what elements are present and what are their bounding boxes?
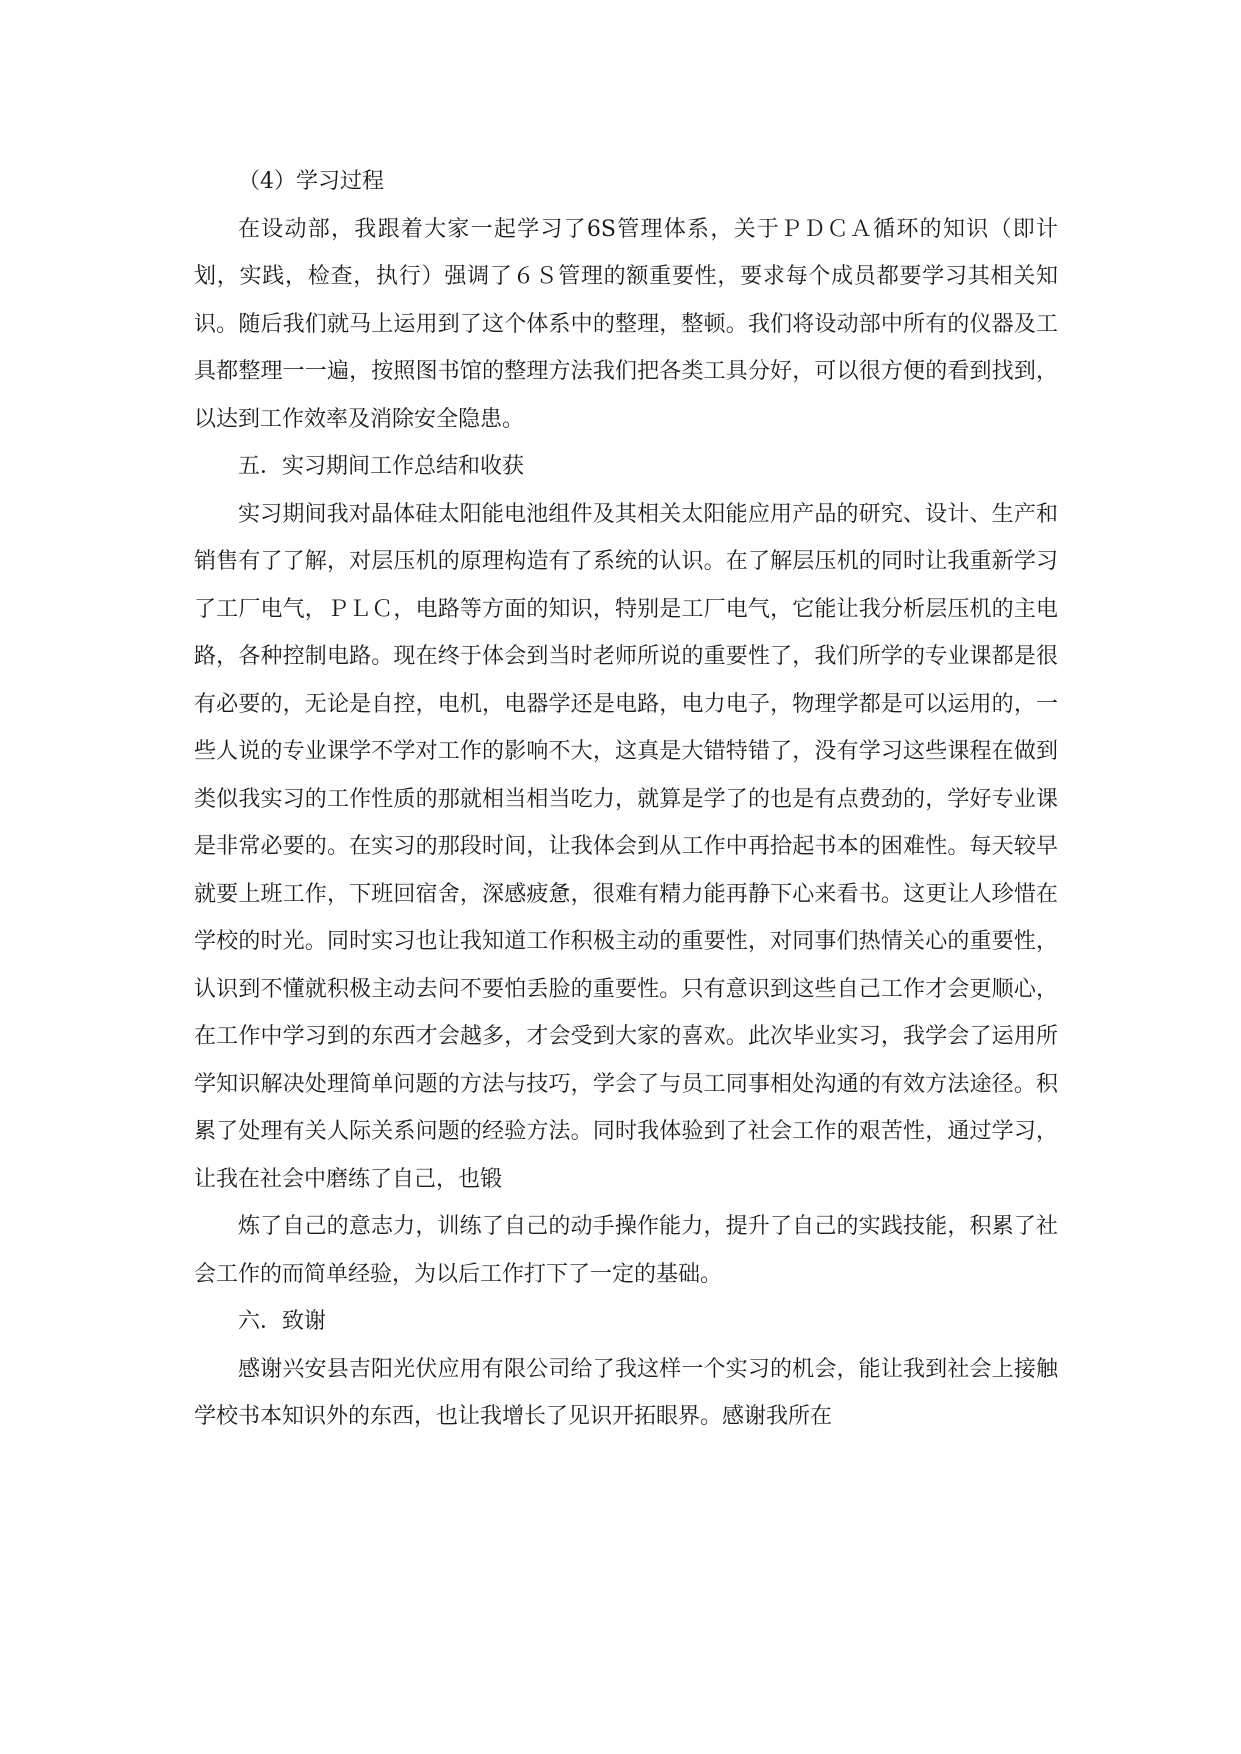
paragraph-acknowledgements: 感谢兴安县吉阳光伏应用有限公司给了我这样一个实习的机会，能让我到社会上接触学校书本知识外的东西，也让我增长了见识开拓眼界。感谢我所在 bbox=[194, 1356, 1058, 1429]
document-body bbox=[194, 158, 1058, 1441]
section-heading-acknowledgements: 六．致谢 bbox=[238, 1309, 327, 1334]
section-heading-learning-process: （4）学习过程 bbox=[238, 169, 384, 194]
paragraph-summary-continued: 炼了自己的意志力，训练了自己的动手操作能力，提升了自己的实践技能，积累了社会工作的而简单经验，为以后工作打下了一定的基础。 bbox=[194, 1214, 1058, 1287]
paragraph-summary: 实习期间我对晶体硅太阳能电池组件及其相关太阳能应用产品的研究、设计、生产和销售有了了解，对层压机的原理构造有了系统的认识。在了解层压机的同时让我重新学习了工厂电气，ＰＬＣ，电路等方面的知识，特别是工厂电气，它能让我分析层压机的主电路，各种控制电路。现在终于体会到当时老师所说的重要性了，我们所学的专业课都是很有必要的，无论是自控，电机，电器学还是电路，电力电子，物理学都是可以运用的，一些人说的专业课学不学对工作的影响不大，这真是大错特错了，没有学习这些课程在做到类似我实习的工作性质的那就相当相当吃力，就算是学了的也是有点费劲的，学好专业课是非常必要的。在实习的那段时间，让我体会到从工作中再拾起书本的困难性。每天较早就要上班工作，下班回宿舍，深感疲惫，很难有精力能再静下心来看书。这更让人珍惜在学校的时光。同时实习也让我知道工作积极主动的重要性，对同事们热情关心的重要性，认识到不懂就积极主动去问不要怕丢脸的重要性。只有意识到这些自己工作才会更顺心，在工作中学习到的东西才会越多，才会受到大家的喜欢。此次毕业实习，我学会了运用所学知识解决处理简单问题的方法与技巧，学会了与员工同事相处沟通的有效方法途径。积累了处理有关人际关系问题的经验方法。同时我体验到了社会工作的艰苦性，通过学习，让我在社会中磨练了自己，也锻 bbox=[194, 501, 1058, 1192]
paragraph-learning-process: 在设动部，我跟着大家一起学习了6S管理体系，关于ＰＤＣＡ循环的知识（即计划，实践，检查，执行）强调了６Ｓ管理的额重要性，要求每个成员都要学习其相关知识。随后我们就马上运用到了这个体系中的整理，整顿。我们将设动部中所有的仪器及工具都整理一一遍，按照图书馆的整理方法我们把各类工具分好，可以很方便的看到找到，以达到工作效率及消除安全隐患。 bbox=[194, 216, 1058, 432]
section-heading-summary: 五．实习期间工作总结和收获 bbox=[238, 454, 525, 479]
